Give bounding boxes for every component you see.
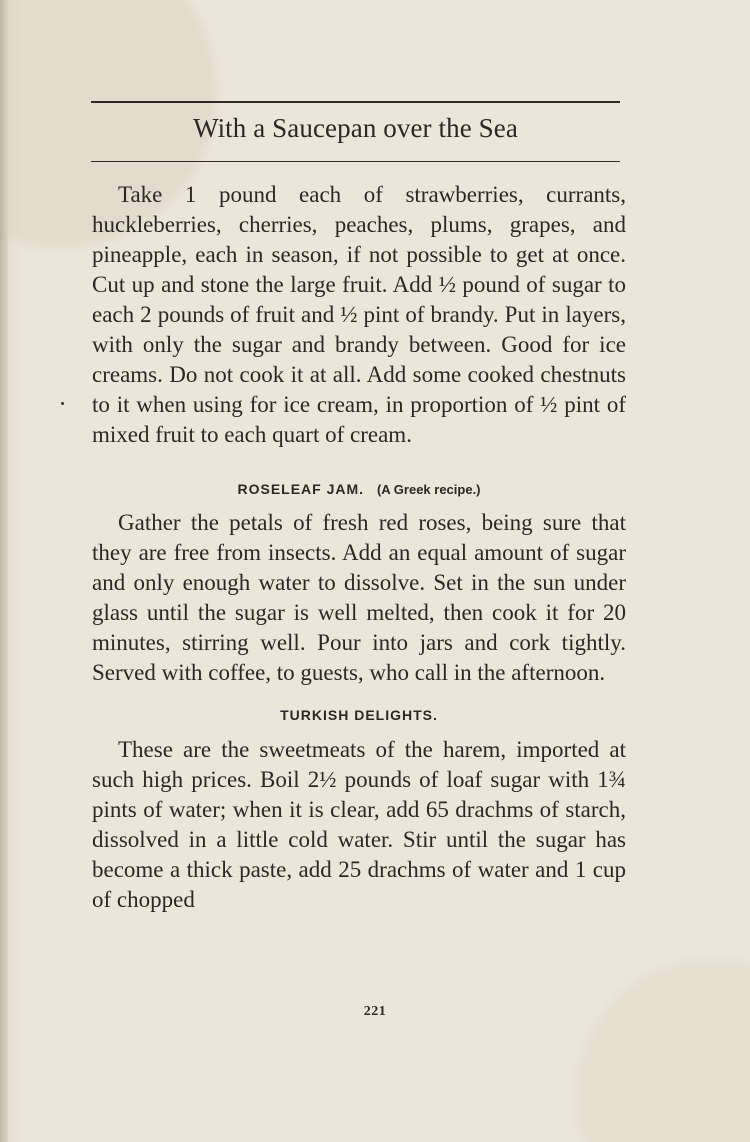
roseleaf-title: ROSELEAF JAM. [237,481,365,497]
running-head: With a Saucepan over the Sea [193,113,518,143]
header-bottom-rule [91,161,620,162]
turkish-title: TURKISH DELIGHTS. [280,707,438,723]
turkish-paragraph: These are the sweetmeats of the harem, imported at such high prices. Boil 2½ pounds of loaf sugar with 1¾ pints of water; when it is clear, add 65 drachms of starch, dissolved in a little cold water. Stir until the sugar has become a thick paste, add 25 drachms of water and 1 cup of chopped [92,737,626,912]
ink-speck [61,402,64,405]
roseleaf-heading [92,482,626,496]
roseleaf-subtitle: (A Greek recipe.) [376,482,481,497]
intro-paragraph: Take 1 pound each of strawberries, currants, huckleberries, cherries, peaches, plums, grapes, and pineapple, each in season, if not possible to get at once. Cut up and stone the large fruit. Add ½ pound of sugar to each 2 pounds of fruit and ½ pint of brandy. Put in layers, with only the sugar and brandy between. Good for ice creams. Do not cook it at all. Add some cooked chestnuts to it when using for ice cream, in proportion of ½ pint of mixed fruit to each quart of cream. [92,182,626,447]
page-spine-shadow [0,0,8,1142]
page-content [92,180,626,915]
header-top-rule [91,101,620,103]
roseleaf-paragraph: Gather the petals of fresh red roses, being sure that they are free from insects. Add an equal amount of sugar and only enough water to dissolve. Set in the sun under glass until the sugar is well melted, then cook it for 20 minutes, stirring well. Pour into jars and cork tightly. Served with coffee, to guests, who call in the afternoon. [92,510,626,685]
page-number: 221 [363,1004,387,1019]
turkish-heading [92,708,626,722]
